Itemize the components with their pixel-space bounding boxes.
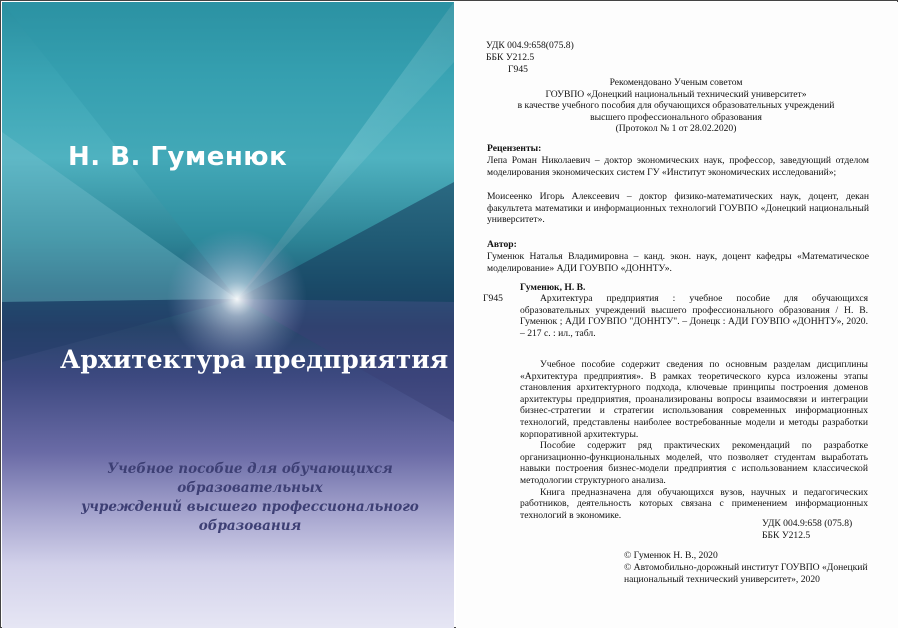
cover-subtitle-line: учреждений высшего профессионального образования bbox=[81, 499, 419, 534]
reviewer-2: Моисеенко Игорь Алексеевич – доктор физико-математических наук, доцент, декан факультета математики и информационных технологий ГОУВПО «Донецкий национальный университет». bbox=[487, 191, 869, 226]
cover-title: Архитектура предприятия bbox=[60, 345, 449, 374]
copyright-author: © Гуменюк Н. В., 2020 bbox=[624, 550, 718, 561]
recommendation-block bbox=[476, 77, 876, 135]
copyright-institute: © Автомобильно-дорожный институт ГОУВПО «Донецкий национальный технический университет», 2020 bbox=[624, 562, 868, 585]
bbk-code-bottom: ББК У212.5 bbox=[762, 530, 811, 541]
title-back-page bbox=[456, 2, 898, 628]
annotation bbox=[520, 359, 868, 521]
recommendation-line: ГОУВПО «Донецкий национальный технический университет» bbox=[545, 88, 807, 100]
author-heading: Автор: bbox=[487, 239, 517, 250]
reviewers-heading: Рецензенты: bbox=[487, 143, 542, 154]
bibliographic-code: Г945 bbox=[483, 293, 503, 304]
cover-subtitle-line: Учебное пособие для обучающихся образовательных bbox=[107, 461, 393, 496]
cover-author: Н. В. Гуменюк bbox=[68, 142, 288, 172]
author-info: Гуменюк Наталья Владимировна – канд. экон. наук, доцент кафедры «Математическое моделирование» АДИ ГОУВПО «ДОННТУ». bbox=[487, 251, 869, 274]
recommendation-line: высшего профессионального образования bbox=[590, 111, 762, 123]
recommendation-line: (Протокол № 1 от 28.02.2020) bbox=[615, 123, 737, 135]
bibliographic-entry: Архитектура предприятия : учебное пособие для обучающихся образовательных учреждений высшего профессионального образования / Н. В. Гуменюк ; АДИ ГОУВПО "ДОННТУ". – Донецк : АДИ ГОУВПО «ДОННТУ», 2020. – 217 с. : ил., табл. bbox=[520, 293, 868, 339]
bibliographic-heading: Гуменюк, Н. В. bbox=[520, 282, 586, 293]
book-cover bbox=[2, 2, 454, 628]
recommendation-line: в качестве учебного пособия для обучающихся образовательных учреждений bbox=[517, 100, 835, 112]
udk-code: УДК 004.9:658(075.8) bbox=[486, 40, 574, 51]
author-sign: Г945 bbox=[508, 64, 528, 75]
annotation-paragraph: Книга предназначена для обучающихся вузов, научных и педагогических работников, деятельность которых связана с применением информационных технологий в экономике. bbox=[520, 486, 868, 521]
reviewer-1: Лепа Роман Николаевич – доктор экономических наук, профессор, заведующий отделом моделирования экономических систем ГУ «Институт экономических исследований»; bbox=[487, 155, 869, 178]
recommendation-line: Рекомендовано Ученым советом bbox=[609, 77, 743, 88]
annotation-paragraph: Пособие содержит ряд практических рекомендаций по разработке организационно-функциональных моделей, что позволяет студентам выработать навыки построения бизнес-модели предприятия с использованием классической методологии структурного анализа. bbox=[520, 440, 868, 486]
udk-code-bottom: УДК 004.9:658 (075.8) bbox=[762, 518, 853, 529]
bbk-code: ББК У212.5 bbox=[486, 52, 535, 63]
annotation-paragraph: Учебное пособие содержит сведения по основным разделам дисциплины «Архитектура предприятия». В рамках теоретического курса изложены этапы становления архитектурного подхода, ключевые принципы построения доменов архитектуры предприятия, проанализированы вопросы взаимосвязи и интеграции бизнес-стратегии и стратегии использования современных информационных технологий, представлены наиболее востребованные модели и методы разработки корпоративной архитектуры. bbox=[520, 359, 868, 440]
cover-subtitle bbox=[50, 460, 450, 536]
